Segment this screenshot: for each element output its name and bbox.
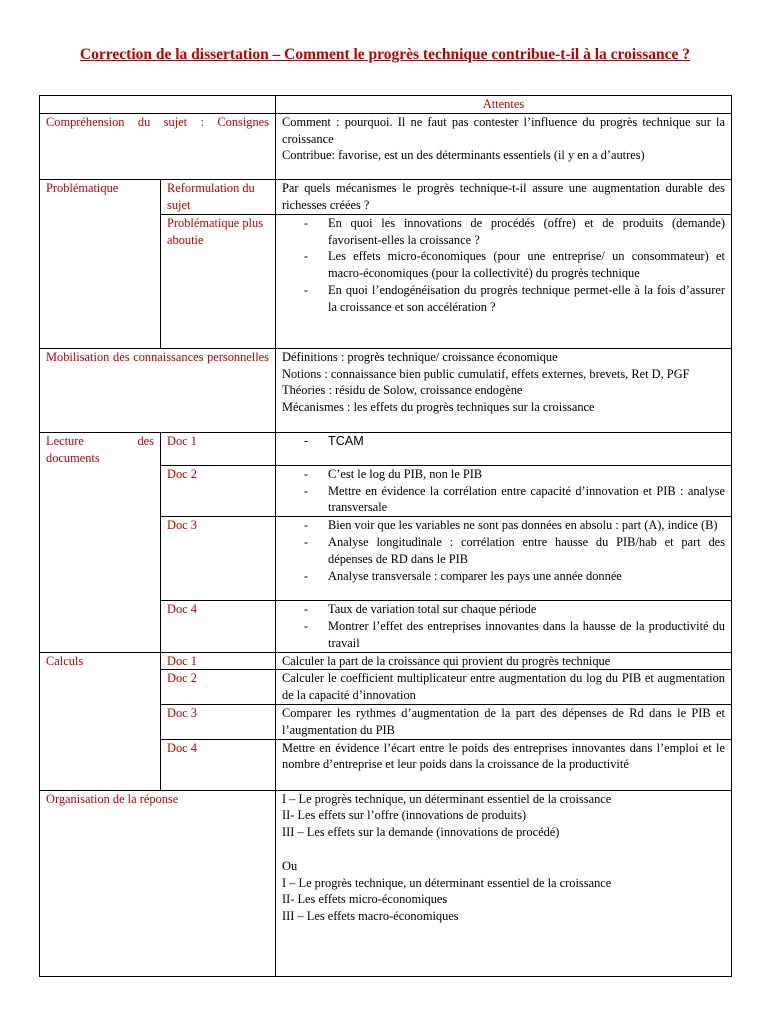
reformulation-label: Reformulation du sujet — [161, 179, 276, 214]
lecture-doc-content — [276, 601, 732, 652]
plan2-line: III – Les effets macro-économiques — [282, 909, 459, 924]
lecture-item: - Montrer l’effet des entreprises innovantes dans la hausse de la productivité du travail — [282, 618, 725, 652]
comprehension-content — [276, 113, 732, 179]
organisation-content — [276, 790, 732, 976]
aboutie-item: - Les effets micro-économiques (pour une entreprise/ un consommateur) et macro-économiques (pour la collectivité) du progrès technique — [282, 248, 725, 282]
calculs-doc-label: Doc 2 — [161, 670, 276, 705]
lecture-doc-label: Doc 2 — [161, 465, 276, 516]
calculs-doc-label: Doc 1 — [161, 652, 276, 670]
plan1-line: III – Les effets sur la demande (innovations de procédé) — [282, 825, 560, 840]
mobilisation-line: Mécanismes : les effets du progrès techniques sur la croissance — [282, 400, 595, 415]
mobilisation-label: Mobilisation des connaissances personnelles — [40, 348, 276, 432]
mobilisation-line: Théories : résidu de Solow, croissance endogène — [282, 383, 523, 398]
lecture-doc-content — [276, 465, 732, 516]
lecture-doc-label: Doc 1 — [161, 432, 276, 465]
correction-table — [39, 95, 732, 977]
lecture-item: - Analyse longitudinale : corrélation entre hausse du PIB/hab et part des dépenses de RD dans le PIB — [282, 534, 725, 568]
lecture-doc-label: Doc 4 — [161, 601, 276, 652]
calculs-doc-label: Doc 4 — [161, 739, 276, 790]
calculs-doc-label: Doc 3 — [161, 704, 276, 739]
lecture-doc-content — [276, 432, 732, 465]
lecture-item: - TCAM — [282, 433, 725, 450]
mobilisation-content — [276, 348, 732, 432]
comprehension-label: Compréhension du sujet : Consignes — [40, 113, 276, 179]
header-attentes: Attentes — [276, 96, 732, 114]
ou-text: Ou — [282, 858, 298, 873]
organisation-label: Organisation de la réponse — [40, 790, 276, 976]
comprehension-line: Comment : pourquoi. Il ne faut pas contester l’influence du progrès technique sur la croissance — [282, 114, 725, 146]
lecture-item: - C’est le log du PIB, non le PIB — [282, 466, 725, 483]
lecture-item: - Bien voir que les variables ne sont pas données en absolu : part (A), indice (B) — [282, 517, 725, 534]
reformulation-text: Par quels mécanismes le progrès technique-t-il assure une augmentation durable des richesses créées ? — [276, 179, 732, 214]
mobilisation-line: Notions : connaissance bien public cumulatif, effets externes, brevets, Ret D, PGF — [282, 366, 690, 381]
lecture-item: - Mettre en évidence la corrélation entre capacité d’innovation et PIB : analyse transversale — [282, 483, 725, 517]
aboutie-content — [276, 214, 732, 348]
lecture-item: - Analyse transversale : comparer les pays une année donnée — [282, 568, 725, 585]
plan1-line: I – Le progrès technique, un déterminant essentiel de la croissance — [282, 791, 612, 806]
calculs-label: Calculs — [40, 652, 161, 790]
calculs-doc-text: Mettre en évidence l’écart entre le poids des entreprises innovantes dans l’emploi et le nombre d’entreprise et leur poids dans la croissance de la productivité — [276, 739, 732, 790]
comprehension-line: Contribue: favorise, est un des déterminants essentiels (il y en a d’autres) — [282, 148, 645, 163]
calculs-doc-text: Calculer le coefficient multiplicateur entre augmentation du log du PIB et augmentation de la capacité d’innovation — [276, 670, 732, 705]
calculs-doc-text: Calculer la part de la croissance qui provient du progrès technique — [276, 652, 732, 670]
aboutie-item: - En quoi les innovations de procédés (offre) et de produits (demande) favorisent-elles la croissance ? — [282, 215, 725, 249]
lecture-label: Lecture des documents — [40, 432, 161, 652]
lecture-item: - Taux de variation total sur chaque période — [282, 601, 725, 618]
header-empty-cell — [40, 96, 276, 114]
mobilisation-line: Définitions : progrès technique/ croissance économique — [282, 349, 558, 364]
problematique-label: Problématique — [40, 179, 161, 348]
aboutie-item: - En quoi l’endogénéisation du progrès technique permet-elle à la fois d’assurer la croissance et son accélération ? — [282, 282, 725, 316]
plan1-line: II- Les effets sur l’offre (innovations de produits) — [282, 808, 527, 823]
lecture-doc-content — [276, 517, 732, 601]
page-title: Correction de la dissertation – Comment le progrès technique contribue-t-il à la croissance ? — [79, 46, 691, 63]
calculs-doc-text: Comparer les rythmes d’augmentation de la part des dépenses de Rd dans le PIB et l’augmentation du PIB — [276, 704, 732, 739]
plan2-line: II- Les effets micro-économiques — [282, 892, 448, 907]
plan2-line: I – Le progrès technique, un déterminant essentiel de la croissance — [282, 875, 612, 890]
aboutie-label: Problématique plus aboutie — [161, 214, 276, 348]
lecture-doc-label: Doc 3 — [161, 517, 276, 601]
